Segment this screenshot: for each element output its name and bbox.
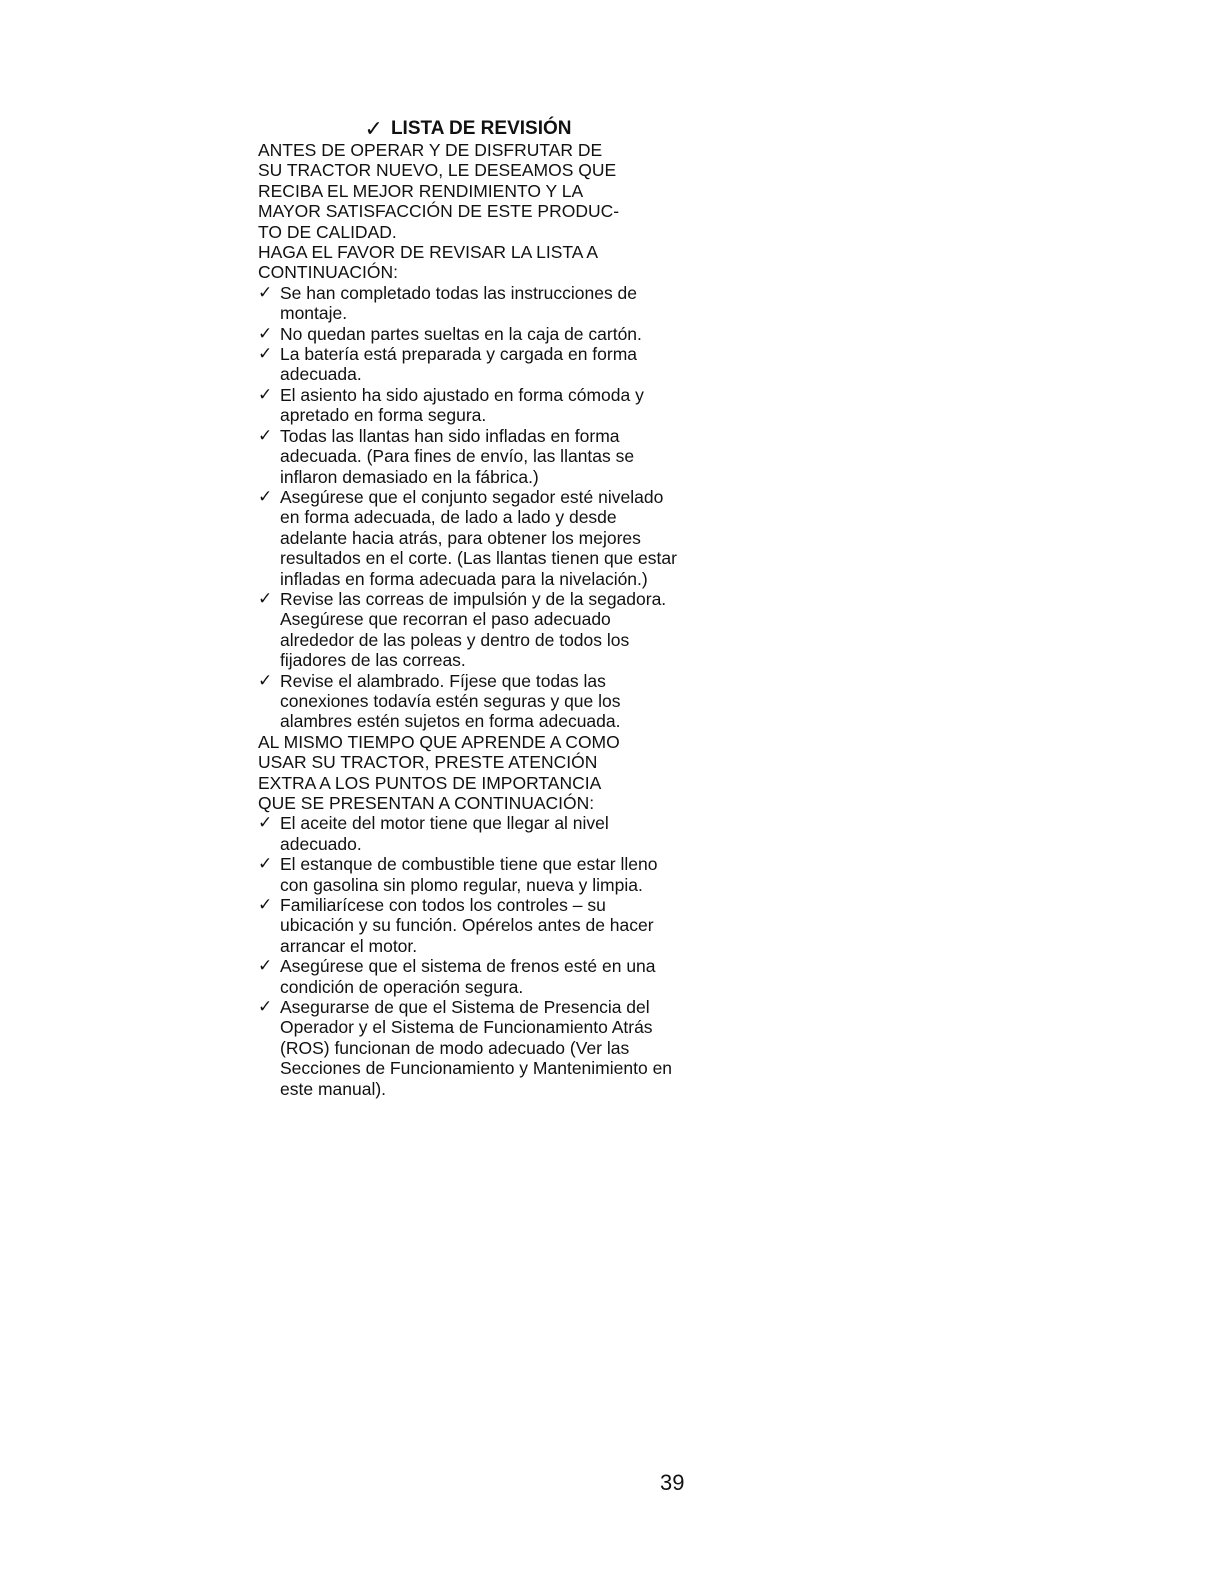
middle-line: EXTRA A LOS PUNTOS DE IMPORTANCIA — [258, 772, 602, 793]
check-icon: ✓ — [258, 997, 273, 1017]
checklist-item — [258, 813, 678, 854]
intro-line: HAGA EL FAVOR DE REVISAR LA LISTA A — [258, 242, 599, 263]
section-title — [298, 118, 638, 140]
check-icon: ✓ — [364, 116, 383, 141]
intro-line: ANTES DE OPERAR Y DE DISFRUTAR DE — [258, 140, 603, 160]
check-icon: ✓ — [258, 588, 273, 608]
checklist-item-text: Revise las correas de impulsión y de la segadora. Asegúrese que recorran el paso adecuado alrededor de las poleas y dentro de todos los fijadores de las correas. — [280, 588, 667, 671]
check-icon: ✓ — [258, 895, 273, 915]
checklist-column — [258, 118, 678, 1099]
checklist-item — [258, 956, 678, 997]
page-number: 39 — [660, 1470, 685, 1495]
middle-line: AL MISMO TIEMPO QUE APRENDE A COMO — [258, 731, 620, 752]
checklist-item-text: Asegúrese que el sistema de frenos esté en una condición de operación segura. — [280, 956, 656, 997]
checklist-item — [258, 426, 678, 487]
checklist-item-text: Revise el alambrado. Fíjese que todas las conexiones todavía estén seguras y que los alambres estén sujetos en forma adecuada. — [280, 670, 621, 732]
checklist-item — [258, 487, 678, 589]
checklist-second — [258, 813, 678, 1099]
middle-line: QUE SE PRESENTAN A CONTINUACIÓN: — [258, 793, 595, 813]
check-icon: ✓ — [258, 486, 273, 506]
check-icon: ✓ — [258, 956, 273, 976]
checklist-item — [258, 324, 678, 344]
checklist-item — [258, 671, 678, 732]
intro-line: RECIBA EL MEJOR RENDIMIENTO Y LA — [258, 180, 584, 201]
checklist-item-text: La batería está preparada y cargada en forma adecuada. — [280, 344, 638, 385]
check-icon: ✓ — [258, 344, 273, 364]
checklist-item — [258, 385, 678, 426]
intro-line: SU TRACTOR NUEVO, LE DESEAMOS QUE — [258, 160, 617, 181]
intro-line: CONTINUACIÓN: — [258, 262, 398, 283]
checklist-item-text: Todas las llantas han sido infladas en forma adecuada. (Para fines de envío, las llantas se inflaron demasiado en la fábrica.) — [280, 425, 635, 487]
check-icon: ✓ — [258, 425, 273, 445]
checklist-item — [258, 854, 678, 895]
middle-block — [258, 732, 678, 814]
checklist-item — [258, 895, 678, 956]
check-icon: ✓ — [258, 854, 273, 874]
checklist-item-text: No quedan partes sueltas en la caja de cartón. — [280, 323, 642, 344]
check-icon: ✓ — [258, 282, 273, 302]
checklist-item — [258, 344, 678, 385]
checklist-item — [258, 589, 678, 671]
intro-block — [258, 140, 678, 283]
check-icon: ✓ — [258, 670, 273, 690]
checklist-item-text: Asegúrese que el conjunto segador esté nivelado en forma adecuada, de lado a lado y desde adelante hacia atrás, para obtener los mejores resultados en el corte. (Las llantas tienen que estar infladas en forma adecuada para la nivelación.) — [280, 486, 677, 589]
checklist-item-text: El estanque de combustible tiene que estar lleno con gasolina sin plomo regular, nueva y limpia. — [280, 854, 658, 895]
checklist-item — [258, 997, 678, 1099]
middle-line: USAR SU TRACTOR, PRESTE ATENCIÓN — [258, 752, 598, 773]
intro-line: MAYOR SATISFACCIÓN DE ESTE PRODUC- — [258, 201, 620, 222]
checklist-item-text: El aceite del motor tiene que llegar al nivel adecuado. — [280, 813, 609, 854]
check-icon: ✓ — [258, 323, 273, 343]
checklist-item-text: El asiento ha sido ajustado en forma cómoda y apretado en forma segura. — [280, 384, 644, 426]
checklist-item-text: Se han completado todas las instrucciones de montaje. — [280, 282, 638, 324]
title-text: LISTA DE REVISIÓN — [390, 118, 572, 139]
intro-line: TO DE CALIDAD. — [258, 221, 397, 242]
checklist-item-text: Asegurarse de que el Sistema de Presencia del Operador y el Sistema de Funcionamiento Atrás (ROS) funcionan de modo adecuado (Ver las Secciones de Funcionamiento y Mantenimiento en este manual). — [280, 997, 673, 1099]
checklist-item-text: Familiarícese con todos los controles – su ubicación y su función. Opérelos antes de hacer arrancar el motor. — [280, 895, 654, 956]
checklist-item — [258, 283, 678, 324]
checklist-first — [258, 283, 678, 732]
check-icon: ✓ — [258, 813, 273, 833]
check-icon: ✓ — [258, 384, 273, 404]
